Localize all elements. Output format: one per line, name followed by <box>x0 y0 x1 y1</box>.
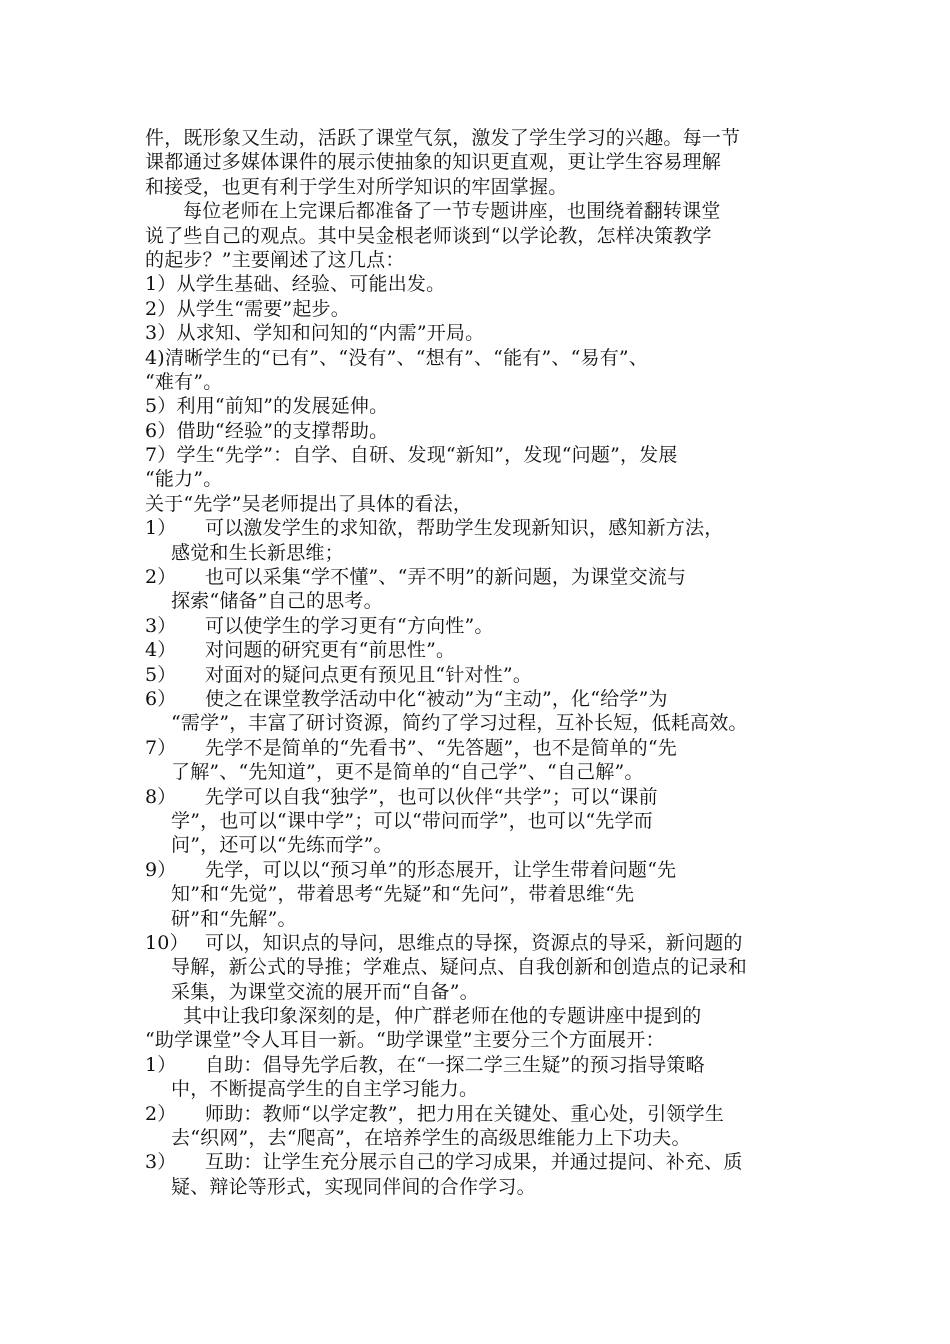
item-number: 7） <box>145 444 177 467</box>
item-number: 2） <box>145 566 177 589</box>
list-item <box>145 419 813 443</box>
list-item <box>145 297 813 321</box>
item-number: 4) <box>145 346 165 369</box>
item-continuation: 了解”、“先知道”，更不是简单的“自己学”、“自己解”。 <box>171 761 644 784</box>
item-number: 6） <box>145 419 177 442</box>
item-number: 2） <box>145 297 177 320</box>
item-number: 8） <box>145 785 177 808</box>
item-continuation: 知”和“先觉”，带着思考“先疑”和“先问”，带着思维“先 <box>171 883 635 906</box>
item-continuation: 导解，新公式的导推；学难点、疑问点、自我创新和创造点的记录和 <box>171 956 748 979</box>
item-text: 先学可以自我“独学”，也可以伙伴“共学”；可以“课前 <box>205 785 658 808</box>
item-text: 师助：教师“以学定教”，把力用在关键处、重心处，引领学生 <box>205 1102 725 1125</box>
item-continuation: 学”，也可以“课中学”；可以“带问而学”，也可以“先学而 <box>171 809 653 832</box>
list-item <box>145 663 813 687</box>
item-continuation: 去“织网”，去“爬高”，在培养学生的高级思维能力上下功夫。 <box>171 1127 691 1150</box>
list-item <box>145 321 813 345</box>
item-text: 从学生基础、经验、可能出发。 <box>176 273 446 296</box>
item-text: 利用“前知”的发展延伸。 <box>176 395 389 418</box>
text-line: “助学课堂”令人耳目一新。“助学课堂”主要分三个方面展开： <box>145 1029 665 1052</box>
list-item <box>145 516 813 540</box>
list-item <box>145 687 813 711</box>
item-number: 5） <box>145 395 177 418</box>
item-continuation: 研”和“先解”。 <box>171 907 297 930</box>
item-number: 5） <box>145 663 177 686</box>
list-item <box>145 394 813 418</box>
item-continuation: 探索“储备”自己的思考。 <box>171 590 383 613</box>
item-number: 2） <box>145 1102 177 1125</box>
list-item <box>145 858 813 882</box>
points-list <box>145 272 813 492</box>
item-text: 先学不是简单的“先看书”、“先答题”，也不是简单的“先 <box>205 736 677 759</box>
item-continuation: 采集，为课堂交流的展开而“自备”。 <box>171 980 479 1003</box>
list-item <box>145 346 813 370</box>
zhuxue-list <box>145 1053 813 1199</box>
item-text: 从求知、学知和问知的“内需”开局。 <box>176 322 485 345</box>
list-item <box>145 785 813 809</box>
item-number: 6） <box>145 687 177 710</box>
item-text: 先学，可以以“预习单”的形态展开，让学生带着问题“先 <box>205 858 677 881</box>
text-line: 和接受，也更有利于学生对所学知识的牢固掌握。 <box>145 175 568 198</box>
item-number: 7） <box>145 736 177 759</box>
list-item <box>145 614 813 638</box>
item-continuation: 感觉和生长新思维； <box>171 541 344 564</box>
item-continuation: 疑、辩论等形式，实现同伴间的合作学习。 <box>171 1175 536 1198</box>
text-line: 课都通过多媒体课件的展示使抽象的知识更直观，更让学生容易理解 <box>145 151 722 174</box>
item-number: 9） <box>145 858 177 881</box>
item-text: 清晰学生的“已有”、“没有”、“想有”、“能有”、“易有”、 <box>164 346 649 369</box>
list-item <box>145 272 813 296</box>
intro-paragraph <box>145 126 813 199</box>
item-number: 3） <box>145 614 177 637</box>
item-continuation: 中，不断提高学生的自主学习能力。 <box>171 1078 479 1101</box>
item-text: 对面对的疑问点更有预见且“针对性”。 <box>205 663 533 686</box>
text-line: 说了些自己的观点。其中吴金根老师谈到“以学论教，怎样决策教学 <box>145 224 712 247</box>
item-number: 1） <box>145 517 177 540</box>
item-text: 可以激发学生的求知欲，帮助学生发现新知识，感知新方法， <box>205 517 724 540</box>
item-number: 3） <box>145 1151 177 1174</box>
list-item <box>145 443 813 467</box>
item-text: 也可以采集“学不懂”、“弄不明”的新问题，为课堂交流与 <box>205 566 687 589</box>
list-item <box>145 736 813 760</box>
item-text: 自助：倡导先学后教，在“一探二学三生疑”的预习指导策略 <box>205 1053 705 1076</box>
item-continuation: 问”，还可以“先练而学”。 <box>171 834 393 857</box>
text-line: 每位老师在上完课后都准备了一节专题讲座，也围绕着翻转课堂 <box>183 200 721 223</box>
text-line: 其中让我印象深刻的是，仲广群老师在他的专题讲座中提到的 <box>183 1005 702 1028</box>
item-text: 学生“先学”：自学、自研、发现“新知”，发现“问题”，发展 <box>176 444 678 467</box>
lecture-paragraph <box>145 199 813 272</box>
zhuxue-paragraph <box>145 1004 813 1053</box>
item-text: 对问题的研究更有“前思性”。 <box>205 639 456 662</box>
item-number: 10） <box>145 931 189 954</box>
item-number: 3） <box>145 322 177 345</box>
item-text: 可以使学生的学习更有“方向性”。 <box>205 614 494 637</box>
item-text: 可以，知识点的导问，思维点的导探，资源点的导采，新问题的 <box>205 931 743 954</box>
item-continuation: “能力”。 <box>145 468 223 491</box>
item-continuation: “难有”。 <box>145 370 223 393</box>
list-item <box>145 931 813 955</box>
text-line: 件，既形象又生动，活跃了课堂气氛，激发了学生学习的兴趣。每一节 <box>145 127 741 149</box>
list-item <box>145 638 813 662</box>
item-number: 1） <box>145 1053 177 1076</box>
list-item <box>145 1150 813 1174</box>
item-text: 使之在课堂教学活动中化“被动”为“主动”，化“给学”为 <box>205 687 668 710</box>
item-continuation: “需学”，丰富了研讨资源，简约了学习过程，互补长短，低耗高效。 <box>171 712 748 735</box>
item-text: 互助：让学生充分展示自己的学习成果，并通过提问、补充、质 <box>205 1151 743 1174</box>
list-item <box>145 1102 813 1126</box>
item-number: 4） <box>145 639 177 662</box>
list-item <box>145 1053 813 1077</box>
xianxue-list <box>145 516 813 1004</box>
item-number: 1） <box>145 273 177 296</box>
item-text: 借助“经验”的支撑帮助。 <box>176 419 389 442</box>
item-text: 从学生“需要”起步。 <box>176 297 350 320</box>
xianxue-intro: 关于“先学”吴老师提出了具体的看法， <box>145 492 473 515</box>
list-item <box>145 565 813 589</box>
text-line: 的起步？”主要阐述了这几点： <box>145 248 405 271</box>
document-page <box>145 126 813 1199</box>
